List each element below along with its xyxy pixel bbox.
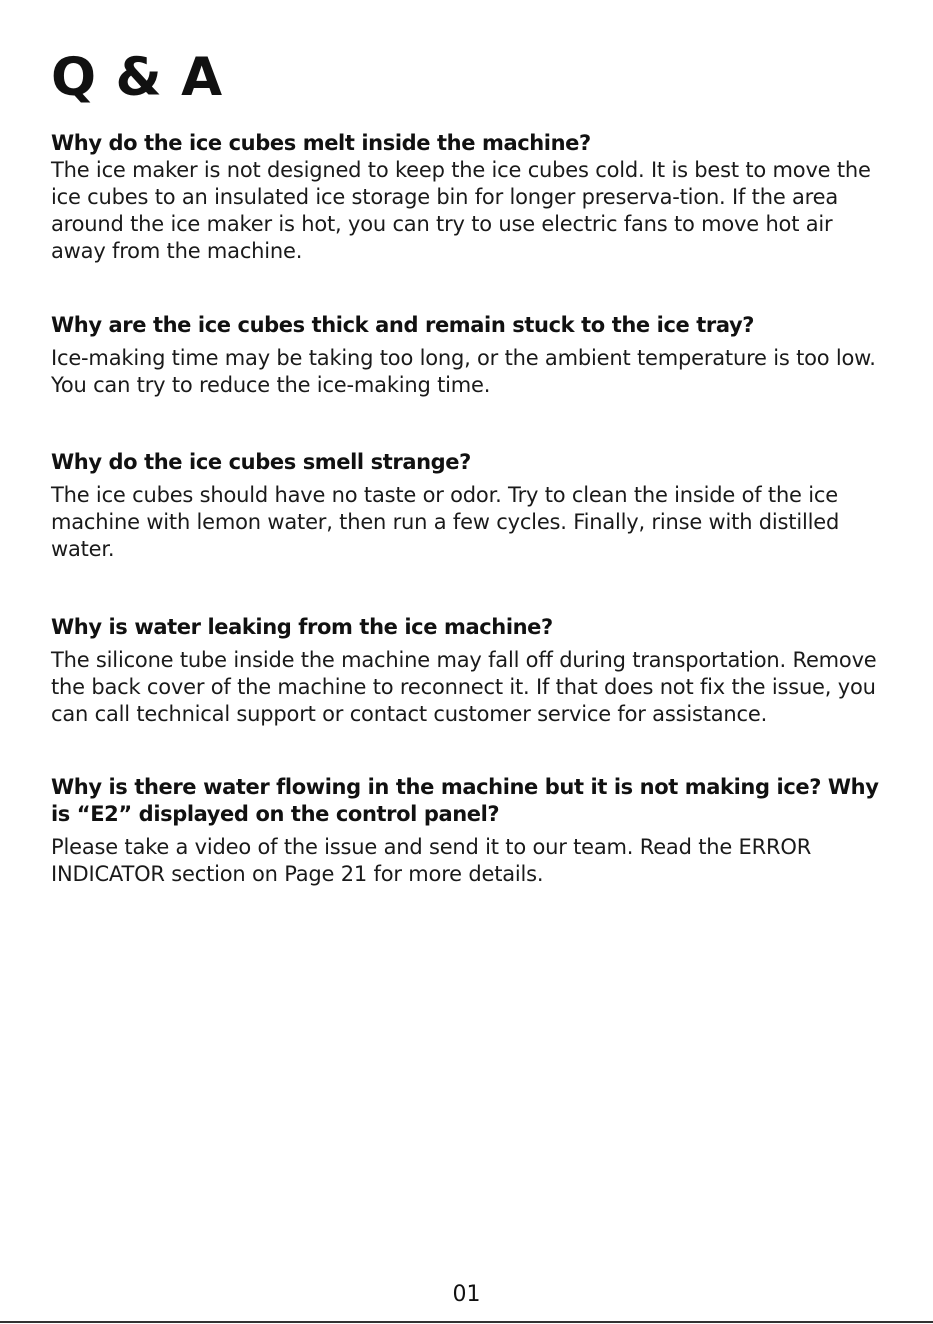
answer-text: The ice maker is not designed to keep the ice cubes cold. It is best to move the ice cubes to an insulated ice storage bin for longer preserva-tion. If the area around the ice maker is hot, you can try to use electric fans to move hot air away from the machine. <box>51 158 871 263</box>
question-heading: Why is water leaking from the ice machine? <box>51 615 553 639</box>
question-heading: Why do the ice cubes melt inside the machine? <box>51 131 591 155</box>
bottom-divider <box>0 1321 933 1323</box>
answer-text: The ice cubes should have no taste or odor. Try to clean the inside of the ice machine with lemon water, then run a few cycles. Finally, rinse with distilled water. <box>51 483 840 561</box>
qa-item-strange-smell <box>51 449 881 563</box>
qa-list <box>51 130 881 888</box>
qa-item-no-ice-e2 <box>51 774 881 888</box>
answer-text: Please take a video of the issue and send it to our team. Read the ERROR INDICATOR section on Page 21 for more details. <box>51 835 812 886</box>
question-heading: Why is there water flowing in the machine but it is not making ice? Why is “E2” displayed on the control panel? <box>51 775 879 826</box>
page-number: 01 <box>452 1282 481 1307</box>
qa-item-water-leak <box>51 614 881 728</box>
question-heading: Why are the ice cubes thick and remain stuck to the ice tray? <box>51 313 755 337</box>
qa-item-thick-ice <box>51 312 881 399</box>
answer-text: Ice-making time may be taking too long, or the ambient temperature is too low. You can try to reduce the ice-making time. <box>51 346 876 397</box>
question-heading: Why do the ice cubes smell strange? <box>51 450 471 474</box>
answer-text: The silicone tube inside the machine may fall off during transportation. Remove the back cover of the machine to reconnect it. If that does not fix the issue, you can call technical support or contact customer service for assistance. <box>51 648 877 726</box>
qa-item-ice-melting <box>51 130 881 265</box>
page-title: Q & A <box>51 47 223 108</box>
